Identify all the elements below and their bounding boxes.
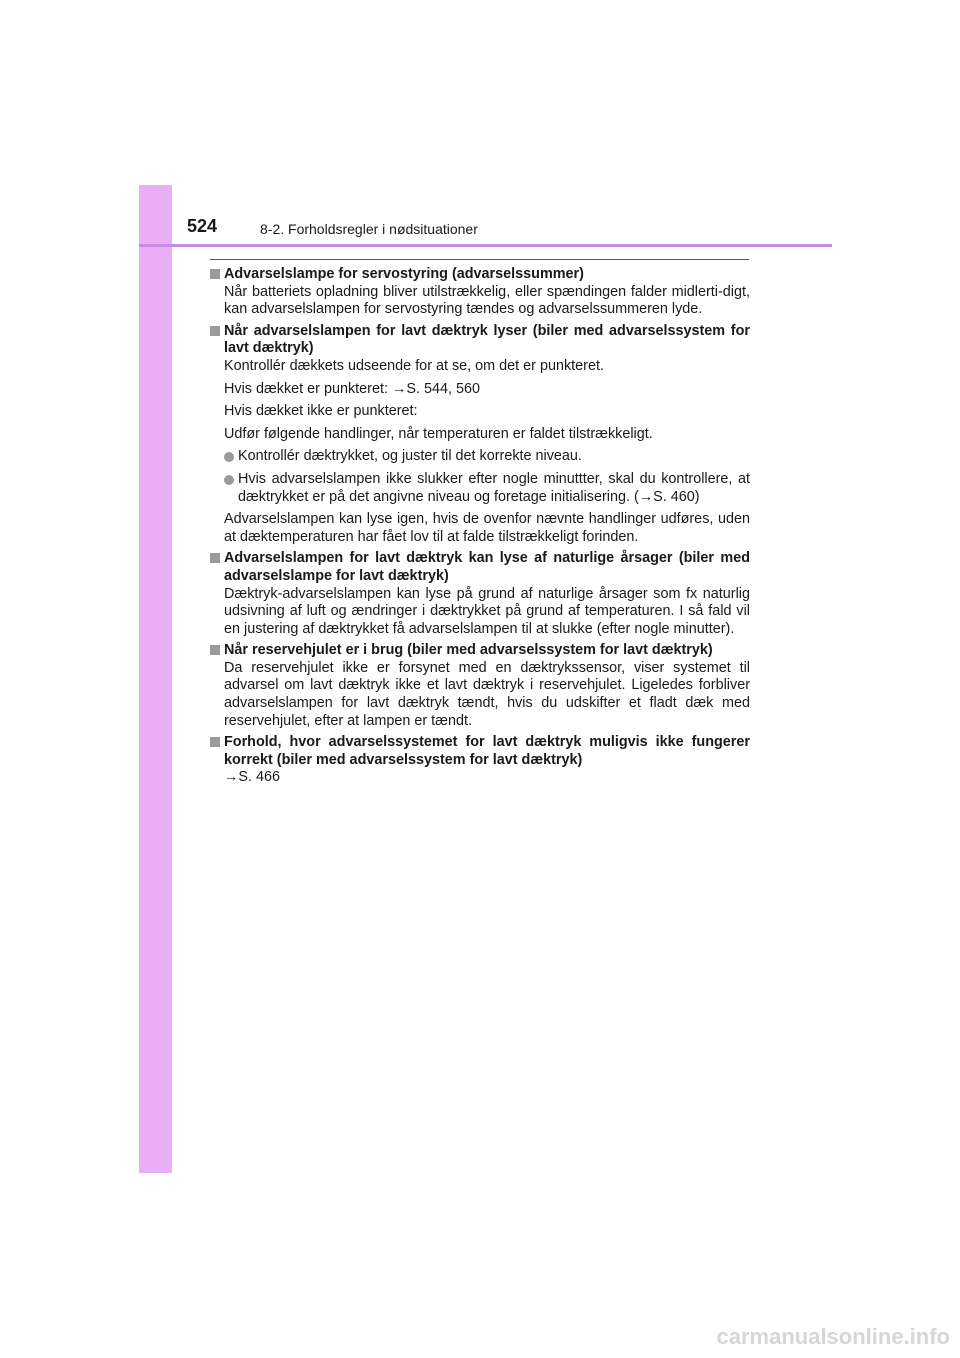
content-rule bbox=[210, 259, 749, 260]
square-bullet-icon bbox=[210, 269, 220, 279]
heading: Forhold, hvor advarselssystemet for lavt dæktryk muligvis ikke fungerer korrekt (biler med advarselssystem for lavt dæktryk) bbox=[210, 734, 750, 769]
circle-bullet-icon bbox=[224, 452, 234, 462]
side-tab bbox=[139, 185, 172, 1173]
heading: Når reservehjulet er i brug (biler med advarselssystem for lavt dæktryk) bbox=[210, 642, 750, 660]
paragraph: Dæktryk-advarselslampen kan lyse på grund af naturlige årsager som fx naturlig udsivning af luft og ændringer i dæktrykket på grund af temperaturen. I så fald vil en justering af dæktrykket få advarselslampen til at slukke (efter nogle minutter). bbox=[224, 585, 750, 637]
paragraph: Når batteriets opladning bliver utilstrækkelig, eller spændingen falder midlerti-digt, kan advarselslampen for servostyring tændes og advarselssummeren lyde. bbox=[224, 283, 750, 318]
content bbox=[210, 266, 750, 787]
paragraph: Hvis dækket er punkteret: →S. 544, 560 bbox=[224, 380, 480, 397]
heading: Advarselslampe for servostyring (advarselssummer) bbox=[210, 266, 750, 284]
paragraph: →S. 466 bbox=[224, 769, 280, 786]
square-bullet-icon bbox=[210, 645, 220, 655]
watermark: carmanualsonline.info bbox=[716, 1324, 950, 1349]
square-bullet-icon bbox=[210, 553, 220, 563]
paragraph: Udfør følgende handlinger, når temperaturen er faldet tilstrækkeligt. bbox=[224, 425, 653, 442]
square-bullet-icon bbox=[210, 737, 220, 747]
list-item: Kontrollér dæktrykket, og juster til det korrekte niveau. bbox=[210, 448, 750, 466]
paragraph: Advarselslampen kan lyse igen, hvis de ovenfor nævnte handlinger udføres, uden at dæktemperaturen har fået lov til at falde tilstrækkeligt forinden. bbox=[224, 511, 750, 545]
list-item: Hvis advarselslampen ikke slukker efter nogle minuttter, skal du kontrollere, at dæktrykket er på det angivne niveau og foretage initialisering. (→S. 460) bbox=[210, 471, 750, 506]
page-number: 524 bbox=[187, 216, 218, 236]
paragraph: Da reservehjulet ikke er forsynet med en dæktrykssensor, viser systemet til advarsel om lavt dæktryk ikke et lavt dæktryk i reservehjulet. Ligeledes forbliver advarselslampen for lavt dæktryk tændt, hvis du udskifter et fladt dæk med reservehjulet, efter at lampen er tændt. bbox=[224, 659, 750, 729]
header-rule bbox=[139, 244, 832, 247]
heading: Når advarselslampen for lavt dæktryk lyser (biler med advarselssystem for lavt dæktryk) bbox=[210, 323, 750, 358]
paragraph: Hvis dækket ikke er punkteret: bbox=[224, 403, 418, 420]
heading: Advarselslampen for lavt dæktryk kan lyse af naturlige årsager (biler med advarselslampe for lavt dæktryk) bbox=[210, 550, 750, 585]
paragraph: Kontrollér dækkets udseende for at se, om det er punkteret. bbox=[224, 357, 604, 374]
section-title: 8-2. Forholdsregler i nødsituationer bbox=[260, 221, 478, 237]
square-bullet-icon bbox=[210, 326, 220, 336]
circle-bullet-icon bbox=[224, 475, 234, 485]
